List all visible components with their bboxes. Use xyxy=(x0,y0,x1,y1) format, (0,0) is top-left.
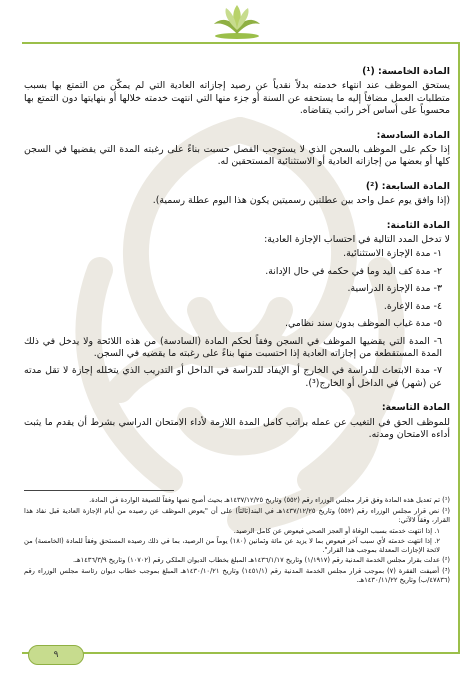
article-7 xyxy=(24,181,450,208)
article-body: إذا حكم على الموظف بالسجن الذي لا يستوجب الفصل حسبت بناءً على رغبته المدة التي يقضيها في السجن كلها أو بعضها من إجازاته العادية أو الاستثنائية المستحقين له. xyxy=(24,144,450,168)
footnote: (¹) نص قرار مجلس الوزراء رقم (٥٥٢) وتاريخ ١٤٣٧/١٢/٢٥هـ في البند(ثالثاً) على أن "يعوض الموظف عن رصيده من أيام الإجازة العادية قبل نفاذ هذا القرار، وفقاً لالآتي: xyxy=(24,507,450,525)
footnote-subitem: ١. إذا انتهت خدمته بسبب الوفاة أو العجز الصحي فيعوض عن كامل الرصيد. xyxy=(233,527,440,536)
footnote: (³) أضيفت الفقرة (٧) بموجب قرار مجلس الخدمة المدنية رقم (١٤٥١/١) وتاريخ ١٤٣٠/١٠/٢١هـ المبلغ بموجب خطاب ديوان رئاسة مجلس الوزراء رقم (٤٧٨٣٦/ب) وتاريخ ١٤٣٠/١١/٢٢هـ. xyxy=(24,567,450,585)
page-number: ٩ xyxy=(28,645,84,665)
footnote-subitem: ٢. إذا انتهت خدمته لأي سبب آخر فيعوض بما لا يزيد عن مائة وثمانين (١٨٠) يوماً من الرصيد، بما في ذلك رصيده المستحق وفقاً للمادة (الخامسة) من لائحة الإجازات المعدلة بموجب هذا القرار". xyxy=(24,537,441,555)
article-heading: المادة الخامسة: (¹) xyxy=(362,66,450,77)
footnote-divider xyxy=(24,490,174,491)
list-item: ٣- مدة الإجازة الدراسية. xyxy=(347,283,442,295)
list-item: ٧- مدة الابتعاث للدراسة في الخارج أو الإيفاد للدراسة في الداخل أو التدريب الذي يتخلله إجازة لا تقل مدته عن (شهر) في الداخل أو الخارج(³). xyxy=(24,365,442,389)
footnote: (²) عدلت بقرار مجلس الخدمة المدنية رقم (١/١٩١٧) وتاريخ ١٤٣٦/١/١٧هـ المبلغ بخطاب الديوان الملكي رقم (١٠٧٠٢) وتاريخ ١٤٣٦/٣/٩هـ. xyxy=(72,556,450,565)
article-heading: المادة الثامنة: xyxy=(386,219,450,231)
list-item: ٢- مدة كف اليد وما في حكمه في حال الإدانة. xyxy=(265,265,442,277)
list-item: ٥- مدة غياب الموظف بدون سند نظامي. xyxy=(285,318,442,330)
article-heading: المادة السابعة: (²) xyxy=(365,180,450,192)
article-body: (إذا وافق يوم عمل واحد بين عطلتين رسميتين يكون هذا اليوم عطلة رسمية). xyxy=(152,195,450,207)
footnotes xyxy=(24,496,450,587)
main-content xyxy=(24,66,450,453)
article-6 xyxy=(24,130,450,169)
article-body: لا تدخل المدد التالية في احتساب الإجازة العادية: xyxy=(264,234,450,246)
footnote: (¹) تم تعديل هذه المادة وفق قرار مجلس الوزراء رقم (٥٥٢) وتاريخ ١٤٣٧/١٢/٢٥هـ بحيث أصبح نصها وفقاً للصيغة الواردة في المادة. xyxy=(89,496,450,504)
article-body: للموظف الحق في التغيب عن عمله براتب كامل المدة اللازمة لأداء الامتحان الدراسي بشرط أن يقدم ما يثبت أداءه الامتحان ومدته. xyxy=(24,416,450,440)
frame-bottom-border xyxy=(22,652,460,654)
leaf-emblem-icon xyxy=(208,2,266,42)
list-item: ١- مدة الإجازة الاستثنائية. xyxy=(343,248,442,260)
frame-top-border xyxy=(22,42,460,44)
article-heading: المادة التاسعة: xyxy=(381,402,450,414)
article-5 xyxy=(24,66,450,118)
list-item: ٤- مدة الإعارة. xyxy=(383,300,442,312)
article-heading: المادة السادسة: xyxy=(376,129,450,141)
frame-side-border xyxy=(458,42,460,652)
list-item: ٦- المدة التي يقضيها الموظف في السجن وفقاً لحكم المادة (السادسة) من هذه اللائحة ولا يدخل في ذلك المدة المستقطعة من إجازاته العادية إذا احتسبت منها بناءً على رغبته ما يقضيه في السجن. xyxy=(24,335,442,359)
article-8 xyxy=(24,220,450,390)
article-body: يستحق الموظف عند انتهاء خدمته بدلاً نقدياً عن رصيد إجازاته العادية التي لم يمكّن من التمتع بها بسبب متطلبات العمل مضافاً إليه ما يستحقه عن السنة أو جزء منها التي انتهت خدمته خلالها أو بنهايتها دون التمتع بها محسوباً على أساس آخر راتب يتقاضاه. xyxy=(24,80,450,117)
article-9 xyxy=(24,402,450,441)
